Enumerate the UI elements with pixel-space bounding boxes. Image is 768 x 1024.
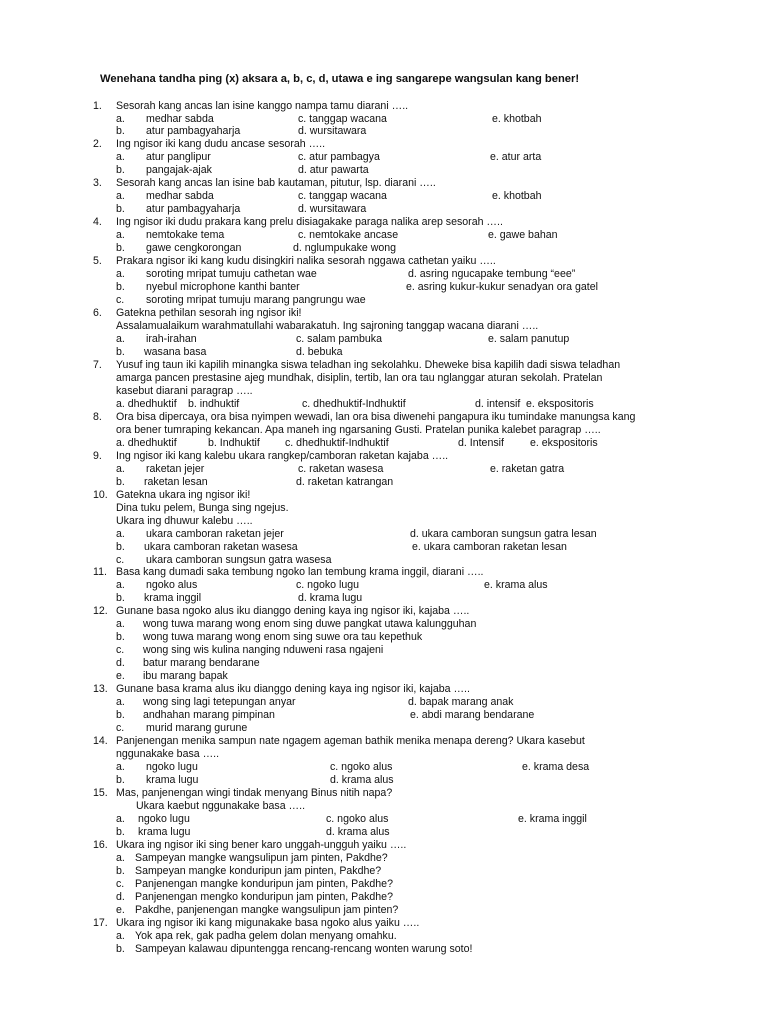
line-text: Yok apa rek, gak padha gelem dolan menyang omahku. bbox=[135, 929, 397, 942]
item-marker: b. bbox=[116, 709, 125, 722]
line-text: ukara camboran raketan jejer bbox=[146, 527, 284, 540]
line-text: c. ngoko alus bbox=[326, 812, 389, 825]
line-text: wong sing wis kulina nanging nduweni rasa ngajeni bbox=[143, 644, 384, 657]
item-marker: a. bbox=[116, 851, 125, 864]
line-text: soroting mripat tumuju cathetan wae bbox=[146, 268, 317, 281]
line-text: b. indhuktif bbox=[188, 397, 240, 410]
item-marker: 3. bbox=[93, 177, 102, 190]
item-marker: 2. bbox=[93, 138, 102, 151]
line-text: nemtokake tema bbox=[146, 229, 225, 242]
line-text: Gatekna pethilan sesorah ing ngisor iki! bbox=[116, 307, 302, 319]
item-marker: e. bbox=[116, 670, 125, 683]
line-text: murid marang gurune bbox=[146, 722, 248, 735]
item-marker: 16. bbox=[93, 838, 108, 851]
line-text: atur pambagyaharja bbox=[146, 125, 241, 138]
line-text: c. tanggap wacana bbox=[298, 112, 387, 125]
line-text: c. raketan wasesa bbox=[298, 462, 384, 475]
line-text: ngoko lugu bbox=[138, 812, 190, 825]
line-text: pangajak-ajak bbox=[146, 164, 212, 177]
item-marker: 13. bbox=[93, 683, 108, 696]
item-marker: 1. bbox=[93, 99, 102, 112]
line-text: Sampeyan mangke wangsulipun jam pinten, Pakdhe? bbox=[135, 851, 388, 864]
line-text: gawe cengkorongan bbox=[146, 242, 242, 255]
line-text: Panjenengan mengko konduripun jam pinten, Pakdhe? bbox=[135, 890, 393, 903]
line-text: e. krama alus bbox=[484, 579, 548, 592]
item-marker: b. bbox=[116, 475, 125, 488]
item-marker: 4. bbox=[93, 216, 102, 229]
line-text: d. bebuka bbox=[296, 345, 343, 358]
line-text: wong tuwa marang wong enom sing duwe pangkat utawa kalungguhan bbox=[143, 618, 477, 631]
line-text: Gunane basa ngoko alus iku dianggo dening kaya ing ngisor iki, kajaba ….. bbox=[116, 605, 470, 618]
line-text: Gunane basa krama alus iku dianggo dening kaya ing ngisor iki, kajaba ….. bbox=[116, 683, 470, 696]
line-text: nggunakake basa ….. bbox=[116, 748, 220, 760]
line-text: soroting mripat tumuju marang pangrungu wae bbox=[146, 294, 366, 307]
line-text: Sesorah kang ancas lan isine bab kautaman, pitutur, lsp. diarani ….. bbox=[116, 177, 436, 190]
line-text: andhahan marang pimpinan bbox=[143, 709, 275, 722]
line-text: wong sing lagi tetepungan anyar bbox=[143, 696, 296, 709]
line-text: d. bapak marang anak bbox=[408, 696, 514, 709]
item-marker: a. bbox=[116, 333, 125, 345]
line-text: c. tanggap wacana bbox=[298, 190, 387, 203]
line-text: e. khotbah bbox=[492, 112, 542, 125]
line-text: ora bener tumraping kekancan. Apa maneh ing ngarsaning Gusti. Pratelan punika kalebet paragrap ….. bbox=[116, 423, 601, 436]
line-text: c. ngoko alus bbox=[330, 761, 393, 773]
line-text: c. dhedhuktif-Indhuktif bbox=[285, 436, 389, 449]
item-marker: a. bbox=[116, 618, 125, 631]
line-text: e. khotbah bbox=[492, 190, 542, 203]
line-text: irah-irahan bbox=[146, 333, 197, 345]
line-text: a. dhedhuktif bbox=[116, 397, 177, 410]
item-marker: b. bbox=[116, 592, 125, 605]
item-marker: 7. bbox=[93, 358, 102, 371]
line-text: Pakdhe, panjenengan mangke wangsulipun jam pinten? bbox=[135, 903, 399, 916]
item-marker: b. bbox=[116, 345, 125, 358]
item-marker: a. bbox=[116, 268, 125, 281]
item-marker: 10. bbox=[93, 488, 108, 501]
line-text: e. salam panutup bbox=[488, 333, 570, 345]
item-marker: b. bbox=[116, 773, 125, 786]
item-marker: b. bbox=[116, 242, 125, 255]
item-marker: 8. bbox=[93, 410, 102, 423]
item-marker: d. bbox=[116, 657, 125, 670]
line-text: Yusuf ing taun iki kapilih minangka siswa teladhan ing sekolahku. Dheweke bisa kapilih dadi siswa teladhan bbox=[116, 358, 621, 371]
line-text: c. salam pambuka bbox=[296, 333, 382, 345]
item-marker: 17. bbox=[93, 916, 108, 929]
item-marker: 12. bbox=[93, 605, 108, 618]
item-marker: d. bbox=[116, 890, 125, 903]
line-text: Ukara ing dhuwur kalebu ….. bbox=[116, 514, 253, 527]
line-text: Mas, panjenengan wingi tindak menyang Binus nitih napa? bbox=[116, 786, 393, 799]
line-text: atur pambagyaharja bbox=[146, 203, 241, 216]
item-marker: c. bbox=[116, 877, 125, 890]
item-marker: a. bbox=[116, 112, 125, 125]
line-text: d. krama lugu bbox=[298, 592, 363, 605]
line-text: d. Intensif bbox=[458, 436, 504, 449]
line-text: Panjenengan mangke konduripun jam pinten, Pakdhe? bbox=[135, 877, 393, 890]
line-text: krama lugu bbox=[146, 773, 199, 786]
line-text: ukara camboran raketan wasesa bbox=[144, 540, 298, 553]
line-text: e. raketan gatra bbox=[490, 462, 565, 475]
item-marker: a. bbox=[116, 696, 125, 709]
line-text: d. raketan katrangan bbox=[296, 475, 394, 488]
item-marker: a. bbox=[116, 579, 125, 592]
line-text: a. dhedhuktif bbox=[116, 436, 177, 449]
item-marker: b. bbox=[116, 164, 125, 177]
line-text: e. gawe bahan bbox=[488, 229, 558, 242]
item-marker: b. bbox=[116, 125, 125, 138]
line-text: c. ngoko lugu bbox=[296, 579, 360, 592]
line-text: ukara camboran sungsun gatra wasesa bbox=[146, 553, 332, 566]
line-text: d. krama alus bbox=[330, 773, 394, 786]
line-text: Sampeyan kalawau dipuntengga rencang-rencang wonten warung soto! bbox=[135, 942, 473, 955]
item-marker: b. bbox=[116, 942, 125, 955]
line-text: c. dhedhuktif-Indhuktif bbox=[302, 397, 406, 410]
line-text: ibu marang bapak bbox=[143, 670, 228, 683]
line-text: e. asring kukur-kukur senadyan ora gatel bbox=[406, 281, 598, 294]
line-text: batur marang bendarane bbox=[143, 657, 260, 670]
item-marker: 6. bbox=[93, 307, 102, 319]
item-marker: b. bbox=[116, 864, 125, 877]
line-text: Sesorah kang ancas lan isine kanggo nampa tamu diarani ….. bbox=[116, 99, 409, 112]
line-text: b. Indhuktif bbox=[208, 436, 260, 449]
line-text: raketan lesan bbox=[144, 475, 208, 488]
line-text: Panjenengan menika sampun nate ngagem ageman bathik menika menapa dereng? Ukara kasebut bbox=[116, 735, 585, 747]
item-marker: b. bbox=[116, 540, 125, 553]
line-text: amarga pancen prestasine ajeg mundhak, disiplin, tertib, lan ora tau nglanggar aturan sekolah. Pratelan bbox=[116, 371, 603, 384]
item-marker: b. bbox=[116, 281, 125, 294]
item-marker: c. bbox=[116, 553, 125, 566]
line-text: c. atur pambagya bbox=[298, 151, 380, 164]
line-text: e. krama inggil bbox=[518, 812, 587, 825]
item-marker: b. bbox=[116, 825, 125, 838]
line-text: d. ukara camboran sungsun gatra lesan bbox=[410, 527, 597, 540]
line-text: raketan jejer bbox=[146, 462, 205, 475]
line-text: Basa kang dumadi saka tembung ngoko lan tembung krama inggil, diarani ….. bbox=[116, 566, 484, 579]
line-text: d. intensif bbox=[475, 397, 521, 410]
line-text: Gatekna ukara ing ngisor iki! bbox=[116, 488, 251, 501]
line-text: krama lugu bbox=[138, 825, 191, 838]
line-text: d. nglumpukake wong bbox=[293, 242, 397, 255]
line-text: e. krama desa bbox=[522, 761, 590, 773]
line-text: Sampeyan mangke konduripun jam pinten, Pakdhe? bbox=[135, 864, 382, 877]
item-marker: 14. bbox=[93, 735, 108, 747]
line-text: ngoko lugu bbox=[146, 761, 198, 773]
line-text: Assalamualaikum warahmatullahi wabarakatuh. Ing sajroning tanggap wacana diarani ….. bbox=[116, 320, 539, 332]
line-text: nyebul microphone kanthi banter bbox=[146, 281, 300, 294]
item-marker: 5. bbox=[93, 255, 102, 268]
line-text: krama inggil bbox=[144, 592, 202, 605]
item-marker: 11. bbox=[93, 566, 107, 579]
line-text: d. atur pawarta bbox=[298, 164, 369, 177]
line-text: d. wursitawara bbox=[298, 203, 367, 216]
line-text: d. asring ngucapake tembung “eee” bbox=[408, 268, 576, 281]
line-text: wong tuwa marang wong enom sing suwe ora tau kepethuk bbox=[143, 631, 423, 644]
item-marker: c. bbox=[116, 644, 125, 657]
item-marker: a. bbox=[116, 929, 125, 942]
line-text: d. krama alus bbox=[326, 825, 390, 838]
item-marker: 15. bbox=[93, 786, 108, 799]
line-text: c. nemtokake ancase bbox=[298, 229, 399, 242]
item-marker: a. bbox=[116, 462, 125, 475]
line-text: wasana basa bbox=[144, 345, 207, 358]
line-text: Ing ngisor iki kang dudu ancase sesorah ….. bbox=[116, 138, 326, 151]
line-text: Ing ngisor iki kang kalebu ukara rangkep/camboran raketan kajaba ….. bbox=[116, 449, 449, 462]
line-text: e. atur arta bbox=[490, 151, 542, 164]
item-marker: a. bbox=[116, 190, 125, 203]
line-text: Ukara kaebut nggunakake basa ….. bbox=[136, 799, 306, 812]
line-text: kasebut diarani paragrap ….. bbox=[116, 384, 253, 397]
line-text: Ukara ing ngisor iki kang migunakake basa ngoko alus yaiku ….. bbox=[116, 916, 420, 929]
line-text: medhar sabda bbox=[146, 112, 214, 125]
line-text: e. ekspositoris bbox=[530, 436, 598, 449]
line-text: e. abdi marang bendarane bbox=[410, 709, 535, 722]
line-text: d. wursitawara bbox=[298, 125, 367, 138]
line-text: Dina tuku pelem, Bunga sing ngejus. bbox=[116, 501, 289, 514]
line-text: Prakara ngisor iki kang kudu disingkiri nalika sesorah nggawa cathetan yaiku ….. bbox=[116, 255, 496, 268]
item-marker: 9. bbox=[93, 449, 102, 462]
item-marker: a. bbox=[116, 151, 125, 164]
line-text: Ora bisa dipercaya, ora bisa nyimpen wewadi, lan ora bisa diwenehi pangapura iku tumindake manungsa kang bbox=[116, 410, 636, 423]
line-text: medhar sabda bbox=[146, 190, 214, 203]
item-marker: b. bbox=[116, 203, 125, 216]
line-text: Ing ngisor iki dudu prakara kang prelu disiagakake paraga nalika arep sesorah ….. bbox=[116, 216, 503, 229]
item-marker: c. bbox=[116, 294, 125, 307]
item-marker: a. bbox=[116, 812, 125, 825]
item-marker: b. bbox=[116, 631, 125, 644]
line-text: Ukara ing ngisor iki sing bener karo unggah-ungguh yaiku ….. bbox=[116, 838, 407, 851]
page-title: Wenehana tandha ping (x) aksara a, b, c, d, utawa e ing sangarepe wangsulan kang bener! bbox=[100, 73, 580, 85]
line-text: e. ukara camboran raketan lesan bbox=[412, 540, 567, 553]
item-marker: c. bbox=[116, 722, 125, 735]
line-text: e. ekspositoris bbox=[526, 397, 594, 410]
item-marker: a. bbox=[116, 527, 125, 540]
item-marker: e. bbox=[116, 903, 125, 916]
line-text: atur panglipur bbox=[146, 151, 211, 164]
item-marker: a. bbox=[116, 229, 125, 242]
item-marker: a. bbox=[116, 761, 125, 773]
line-text: ngoko alus bbox=[146, 579, 198, 592]
